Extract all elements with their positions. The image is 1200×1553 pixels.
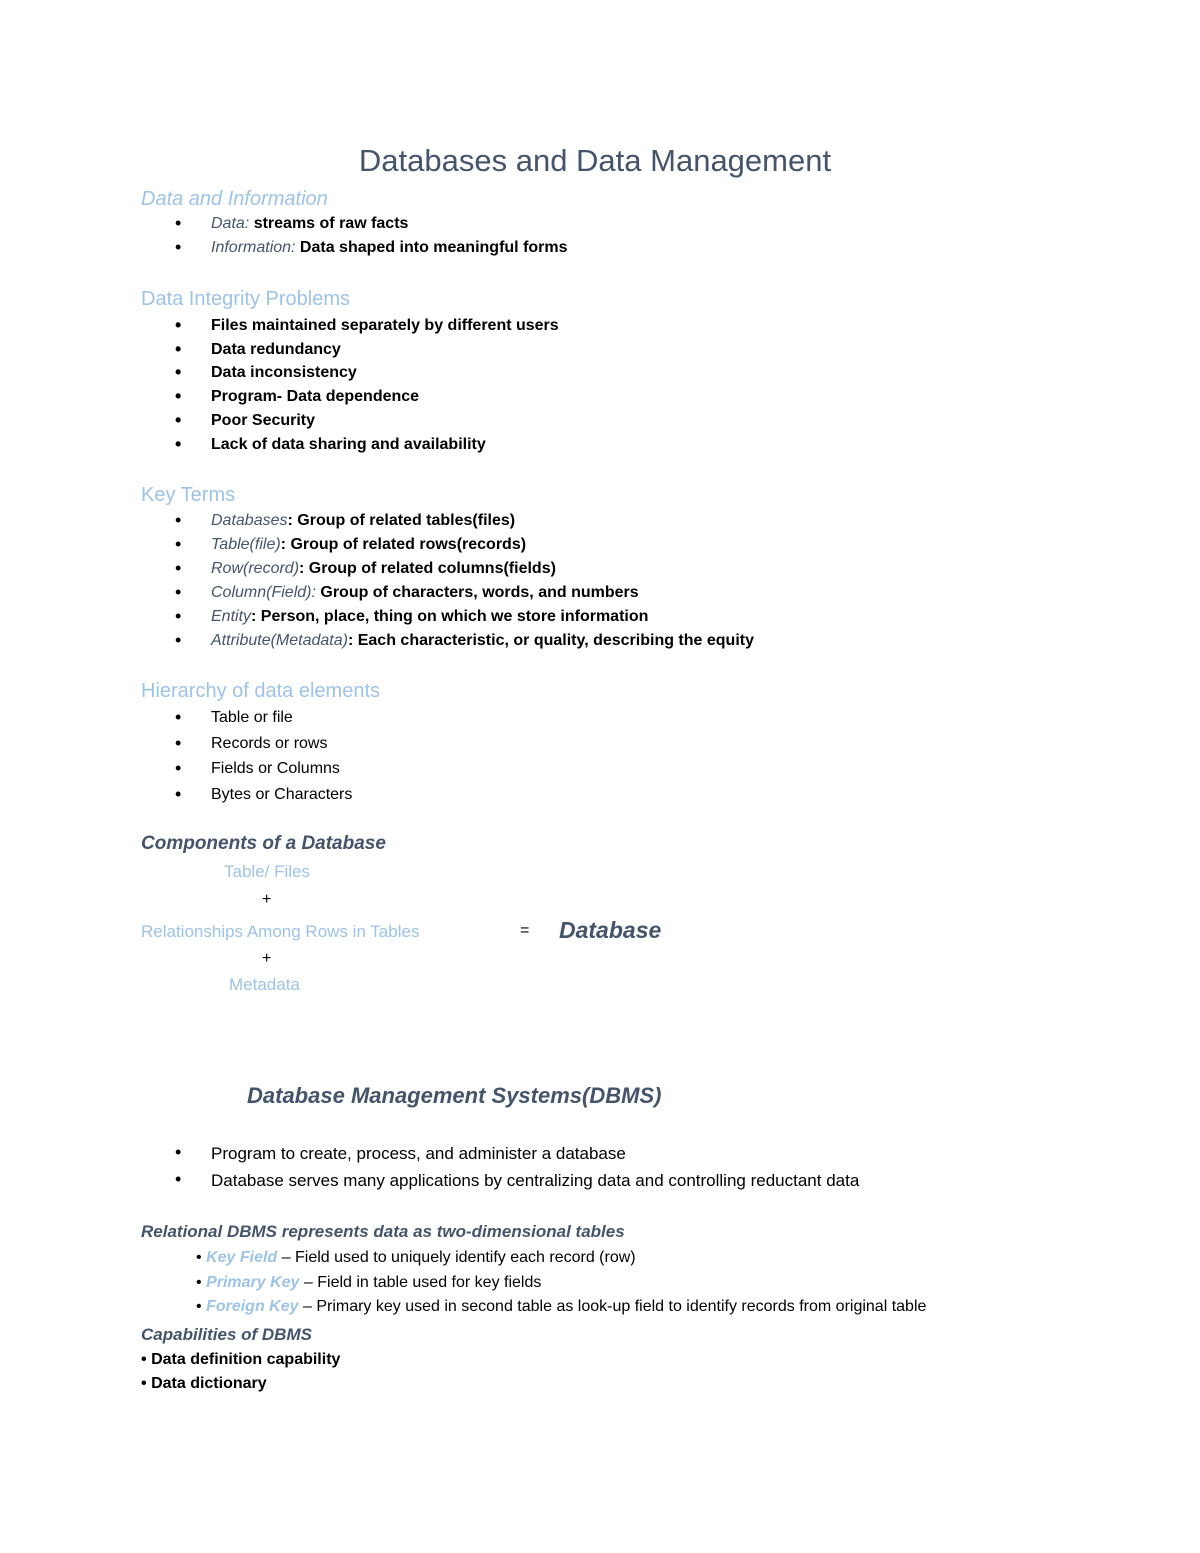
list-item bbox=[175, 315, 559, 335]
bullet-icon: • bbox=[175, 733, 182, 753]
list-item bbox=[175, 707, 293, 727]
term-label: Row(record) bbox=[211, 560, 300, 577]
list-item-text: Database serves many applications by centralizing data and controlling reductant data bbox=[211, 1171, 860, 1190]
term-label: Foreign Key bbox=[206, 1298, 299, 1315]
list-item bbox=[175, 434, 486, 454]
bullet-icon: • bbox=[141, 1351, 147, 1368]
list-item-text: Poor Security bbox=[211, 412, 316, 429]
section-heading-components: Components of a Database bbox=[141, 833, 386, 854]
list-item bbox=[141, 1351, 340, 1369]
bullet-icon: • bbox=[175, 707, 182, 727]
list-item bbox=[175, 534, 527, 554]
list-item bbox=[196, 1298, 926, 1316]
bullet-icon: • bbox=[175, 237, 182, 257]
bullet-icon: • bbox=[175, 1142, 182, 1162]
definition-text: : Group of related tables(files) bbox=[287, 512, 516, 529]
bullet-icon: • bbox=[175, 434, 182, 454]
list-item-text: Lack of data sharing and availability bbox=[211, 436, 486, 453]
term-label: Databases bbox=[211, 512, 288, 529]
definition-text: streams of raw facts bbox=[249, 215, 409, 232]
bullet-icon: • bbox=[175, 606, 182, 626]
bullet-icon: • bbox=[175, 582, 182, 602]
list-item-text: Table or file bbox=[211, 709, 293, 726]
definition-text: : Each characteristic, or quality, describing the equity bbox=[347, 632, 754, 649]
definition-text: : Person, place, thing on which we store information bbox=[251, 608, 649, 625]
term-label: Table(file) bbox=[211, 536, 281, 553]
bullet-icon: • bbox=[175, 362, 182, 382]
bullet-icon: • bbox=[175, 534, 182, 554]
bullet-icon: • bbox=[175, 510, 182, 530]
component-table-files: Table/ Files bbox=[224, 862, 310, 881]
list-item-text: Data inconsistency bbox=[211, 364, 357, 381]
list-item-text: Fields or Columns bbox=[211, 760, 340, 777]
term-label: Attribute(Metadata) bbox=[211, 632, 348, 649]
database-result: Database bbox=[559, 917, 662, 943]
bullet-icon: • bbox=[175, 630, 182, 650]
list-item bbox=[196, 1249, 636, 1267]
list-item-text: Data redundancy bbox=[211, 341, 341, 358]
list-item bbox=[175, 784, 353, 804]
list-item-text: Program to create, process, and administer a database bbox=[211, 1144, 626, 1163]
list-item bbox=[175, 558, 556, 578]
bullet-icon: • bbox=[175, 410, 182, 430]
section-heading-dbms: Database Management Systems(DBMS) bbox=[247, 1083, 662, 1108]
bullet-icon: • bbox=[175, 315, 182, 335]
list-item bbox=[175, 1169, 860, 1191]
list-item-text: Data definition capability bbox=[151, 1351, 341, 1368]
definition-text: – Field used to uniquely identify each record (row) bbox=[277, 1249, 636, 1266]
list-item-text: Files maintained separately by different users bbox=[211, 317, 559, 334]
bullet-icon: • bbox=[175, 386, 182, 406]
list-item bbox=[175, 758, 340, 778]
bullet-icon: • bbox=[175, 784, 182, 804]
list-item bbox=[175, 339, 341, 359]
equals-sign: = bbox=[520, 922, 530, 939]
list-item bbox=[175, 582, 639, 602]
component-metadata: Metadata bbox=[229, 975, 300, 994]
definition-text: Data shaped into meaningful forms bbox=[295, 239, 568, 256]
bullet-icon: • bbox=[141, 1375, 147, 1392]
section-heading-data-information: Data and Information bbox=[141, 188, 328, 210]
list-item bbox=[175, 1142, 626, 1164]
bullet-icon: • bbox=[196, 1298, 202, 1315]
section-heading-integrity: Data Integrity Problems bbox=[141, 288, 350, 310]
bullet-icon: • bbox=[196, 1274, 202, 1291]
list-item bbox=[175, 510, 516, 530]
list-item-text: Data dictionary bbox=[151, 1375, 267, 1392]
term-label: Primary Key bbox=[206, 1274, 300, 1291]
list-item bbox=[175, 386, 420, 406]
term-label: Data: bbox=[211, 215, 250, 232]
bullet-icon: • bbox=[175, 213, 182, 233]
list-item bbox=[175, 237, 568, 257]
definition-text: Group of characters, words, and numbers bbox=[315, 584, 639, 601]
definition-text: : Group of related columns(fields) bbox=[299, 560, 556, 577]
definition-text: – Field in table used for key fields bbox=[299, 1274, 542, 1291]
list-item bbox=[175, 733, 328, 753]
list-item-text: Records or rows bbox=[211, 735, 328, 752]
plus-sign: + bbox=[262, 950, 272, 967]
list-item bbox=[175, 630, 754, 650]
section-heading-relational: Relational DBMS represents data as two-dimensional tables bbox=[141, 1222, 625, 1241]
term-label: Key Field bbox=[206, 1249, 278, 1266]
list-item bbox=[175, 410, 316, 430]
list-item bbox=[175, 362, 357, 382]
section-heading-hierarchy: Hierarchy of data elements bbox=[141, 680, 381, 702]
list-item-text: Bytes or Characters bbox=[211, 786, 353, 803]
term-label: Column(Field): bbox=[211, 584, 316, 601]
section-heading-key-terms: Key Terms bbox=[141, 484, 236, 506]
bullet-icon: • bbox=[175, 558, 182, 578]
list-item bbox=[175, 213, 409, 233]
list-item-text: Program- Data dependence bbox=[211, 388, 420, 405]
list-item bbox=[175, 606, 649, 626]
bullet-icon: • bbox=[196, 1249, 202, 1266]
page-title: Databases and Data Management bbox=[358, 143, 832, 178]
term-label: Entity bbox=[211, 608, 252, 625]
definition-text: : Group of related rows(records) bbox=[280, 536, 527, 553]
definition-text: – Primary key used in second table as look-up field to identify records from original table bbox=[298, 1298, 927, 1315]
bullet-icon: • bbox=[175, 1169, 182, 1189]
bullet-icon: • bbox=[175, 339, 182, 359]
plus-sign: + bbox=[262, 891, 272, 908]
list-item bbox=[196, 1274, 541, 1292]
term-label: Information: bbox=[211, 239, 296, 256]
section-heading-capabilities: Capabilities of DBMS bbox=[141, 1325, 312, 1344]
bullet-icon: • bbox=[175, 758, 182, 778]
component-relationships: Relationships Among Rows in Tables bbox=[141, 922, 420, 941]
list-item bbox=[141, 1375, 267, 1393]
